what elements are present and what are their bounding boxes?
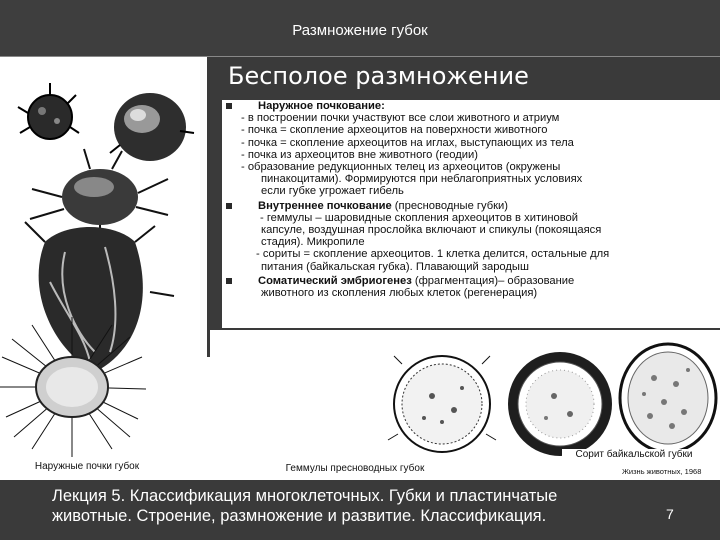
caption-gemmules: Геммулы пресноводных губок bbox=[268, 463, 442, 474]
budding-sponge-illustration bbox=[0, 57, 207, 477]
lecture-title: Лекция 5. Классификация многоклеточных. Губки и пластинчатые животные. Строение, размножение и развитие. Классификация. bbox=[52, 487, 558, 525]
bullet-square-icon bbox=[226, 103, 232, 109]
bullet-square-icon bbox=[226, 278, 232, 284]
bullet-somatic-embryogenesis bbox=[226, 275, 716, 287]
bullet-list bbox=[226, 100, 716, 299]
slide-header: Размножение губок bbox=[292, 22, 428, 39]
bullet-line: - сориты = скопление археоцитов. 1 клетка делится, остальные для bbox=[256, 248, 610, 261]
section-title: Бесполое размножение bbox=[228, 62, 529, 90]
bullet-square-icon bbox=[226, 203, 232, 209]
caption-sorite: Сорит байкальской губки bbox=[562, 449, 706, 460]
bullet-line: - почка из археоцитов вне животного (геодии) bbox=[241, 148, 478, 161]
bullet-line: если губке угрожает гибель bbox=[261, 185, 404, 198]
bullet-line: - геммулы – шаровидные скопления археоцитов в хитиновой bbox=[260, 211, 579, 224]
page-number: 7 bbox=[666, 506, 674, 522]
figure-credit: Жизнь животных, 1968 bbox=[622, 467, 702, 476]
bullet-line: - образование редукционных телец из археоцитов (окружены bbox=[241, 161, 561, 174]
bullet-external-budding bbox=[226, 100, 716, 112]
bullet-heading-note: (пресноводные губки) bbox=[391, 199, 508, 212]
bullet-line: - почка = скопление археоцитов на поверхности животного bbox=[241, 124, 548, 137]
bullet-line: стадия). Микропиле bbox=[261, 236, 365, 249]
bullet-line: животного из скопления любых клеток (регенерация) bbox=[261, 287, 538, 300]
bullet-internal-budding bbox=[226, 200, 716, 212]
bullet-line: капсуле, воздушная прослойка включают и спикулы (покоящаяся bbox=[261, 224, 602, 237]
bullet-line: - почка = скопление археоцитов на иглах, выступающих из тела bbox=[241, 136, 574, 149]
title-bar bbox=[0, 0, 720, 57]
caption-external-buds: Наружные почки губок bbox=[16, 461, 158, 472]
bullet-heading-note: (фрагментация)– образование bbox=[411, 274, 575, 287]
bullet-line: - в построении почки участвуют все слои животного и атриум bbox=[241, 112, 560, 125]
bullet-heading: Наружное почкование: bbox=[258, 100, 385, 112]
bullet-line: пинакоцитами). Формируются при неблагоприятных условиях bbox=[261, 173, 583, 186]
bullet-heading: Внутреннее почкование bbox=[258, 199, 392, 212]
bullet-line: питания (байкальская губка). Плавающий зародыш bbox=[261, 260, 529, 273]
bullet-heading: Соматический эмбриогенез bbox=[258, 274, 412, 287]
